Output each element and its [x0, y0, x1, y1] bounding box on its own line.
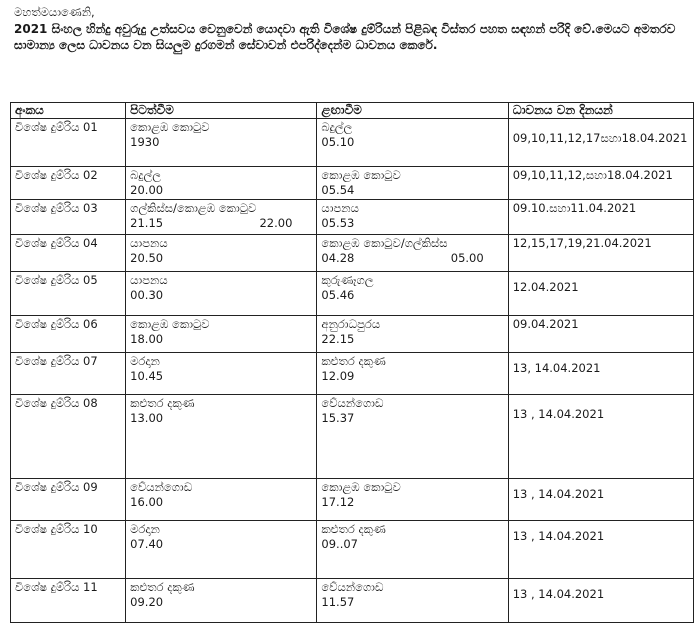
- arrival-cell: [317, 353, 508, 395]
- table-row: [11, 479, 694, 521]
- departure-station: බදුල්ල: [130, 168, 162, 182]
- departure-cell: [126, 479, 317, 521]
- train-number: විශේෂ දුම්රිය 07: [11, 353, 126, 395]
- arrival-station: කොළඹ කොටුව/ගල්කිස්ස: [321, 236, 448, 250]
- departure-cell: [126, 200, 317, 235]
- arrival-time: 11.57: [321, 595, 355, 609]
- departure-time: 20.00: [130, 183, 164, 197]
- departure-time-second: 22.00: [259, 216, 293, 230]
- header-running-days: ධාවනය වන දිනයන්: [508, 103, 693, 119]
- departure-time: 1930: [130, 135, 160, 149]
- running-days: 13 , 14.04.2021: [508, 395, 693, 479]
- arrival-cell: [317, 316, 508, 353]
- table-row: [11, 316, 694, 353]
- arrival-time: 17.12: [321, 495, 355, 509]
- departure-time: 16.00: [130, 495, 164, 509]
- arrival-station: කළුතර දකුණ: [321, 354, 386, 368]
- departure-time: 21.15: [130, 216, 164, 230]
- arrival-time: 22.15: [321, 332, 355, 346]
- arrival-cell: [317, 521, 508, 579]
- arrival-times: [321, 251, 503, 265]
- table-header-row: [11, 103, 694, 119]
- greeting: මහත්මයාණෙනි,: [14, 5, 95, 19]
- running-days: 13 , 14.04.2021: [508, 479, 693, 521]
- train-number: විශේෂ දුම්රිය 10: [11, 521, 126, 579]
- train-number: විශේෂ දුම්රිය 06: [11, 316, 126, 353]
- departure-cell: [126, 353, 317, 395]
- train-number: විශේෂ දුම්රිය 01: [11, 119, 126, 167]
- arrival-time: 05.46: [321, 288, 355, 302]
- arrival-station: කොළඹ කොටුව: [321, 168, 401, 182]
- arrival-time: 15.37: [321, 411, 355, 425]
- departure-time: 07.40: [130, 537, 164, 551]
- departure-station: කළුතර දකුණ: [130, 580, 195, 594]
- header-departure: පිටත්වීම: [126, 103, 317, 119]
- train-number: විශේෂ දුම්රිය 05: [11, 272, 126, 316]
- departure-station: කොළඹ කොටුව: [130, 317, 210, 331]
- departure-time: 20.50: [130, 251, 164, 265]
- running-days: 09,10,11,12,සහා18.04.2021: [508, 167, 693, 200]
- train-number: විශේෂ දුම්රිය 02: [11, 167, 126, 200]
- departure-cell: [126, 119, 317, 167]
- header-arrival: ළඟාවීම: [317, 103, 508, 119]
- arrival-time: 05.53: [321, 216, 355, 230]
- running-days: 12.04.2021: [508, 272, 693, 316]
- train-number: විශේෂ දුම්රිය 04: [11, 235, 126, 272]
- arrival-station: බදුල්ල: [321, 120, 353, 134]
- arrival-cell: [317, 579, 508, 623]
- train-number: විශේෂ දුම්රිය 08: [11, 395, 126, 479]
- departure-time: 00.30: [130, 288, 164, 302]
- arrival-station: කොළඹ කොටුව: [321, 480, 401, 494]
- departure-station: යාපනය: [130, 273, 168, 287]
- arrival-cell: [317, 167, 508, 200]
- running-days: 12,15,17,19,21.04.2021: [508, 235, 693, 272]
- departure-cell: [126, 272, 317, 316]
- arrival-station: කුරුණෑගල: [321, 273, 374, 287]
- departure-time: 10.45: [130, 369, 164, 383]
- departure-cell: [126, 579, 317, 623]
- departure-cell: [126, 316, 317, 353]
- notice-intro: [14, 4, 694, 53]
- departure-time: 18.00: [130, 332, 164, 346]
- arrival-cell: [317, 479, 508, 521]
- departure-station: වේයන්ගොඩ: [130, 480, 193, 494]
- table-row: [11, 272, 694, 316]
- running-days: 13, 14.04.2021: [508, 353, 693, 395]
- arrival-time: 12.09: [321, 369, 355, 383]
- table-row: [11, 353, 694, 395]
- arrival-time: 05.54: [321, 183, 355, 197]
- arrival-time-second: 05.00: [450, 251, 484, 265]
- train-number: විශේෂ දුම්රිය 03: [11, 200, 126, 235]
- departure-station: මරදාන: [130, 354, 160, 368]
- table-row: [11, 167, 694, 200]
- arrival-time: 05.10: [321, 135, 355, 149]
- header-number: අංකය: [11, 103, 126, 119]
- arrival-station: වේයන්ගොඩ: [321, 396, 384, 410]
- arrival-cell: [317, 395, 508, 479]
- departure-time: 09.20: [130, 595, 164, 609]
- departure-cell: [126, 521, 317, 579]
- table-row: [11, 200, 694, 235]
- arrival-cell: [317, 235, 508, 272]
- train-number: විශේෂ දුම්රිය 11: [11, 579, 126, 623]
- arrival-cell: [317, 272, 508, 316]
- running-days: 13 , 14.04.2021: [508, 521, 693, 579]
- train-schedule-table: [10, 102, 694, 623]
- table-row: [11, 395, 694, 479]
- train-number: විශේෂ දුම්රිය 09: [11, 479, 126, 521]
- table-row: [11, 579, 694, 623]
- departure-station: කොළඹ කොටුව: [130, 120, 210, 134]
- departure-station: මරදාන: [130, 522, 160, 536]
- arrival-time: 04.28: [321, 251, 355, 265]
- running-days: 09,10,11,12,17සහා18.04.2021: [508, 119, 693, 167]
- table-row: [11, 521, 694, 579]
- departure-time: 13.00: [130, 411, 164, 425]
- departure-station: යාපනය: [130, 236, 168, 250]
- departure-cell: [126, 395, 317, 479]
- arrival-cell: [317, 200, 508, 235]
- departure-station: ගල්කිස්ස/කොළඹ කොටුව: [130, 201, 257, 215]
- departure-cell: [126, 167, 317, 200]
- running-days: 09.10.සහා11.04.2021: [508, 200, 693, 235]
- table-row: [11, 119, 694, 167]
- arrival-station: අනුරාධපුරය: [321, 317, 381, 331]
- running-days: 13 , 14.04.2021: [508, 579, 693, 623]
- running-days: 09.04.2021: [508, 316, 693, 353]
- notice-paragraph: 2021 සිංහල හින්දු අවුරුදු උත්සවය වෙනුවෙන් යොදවා ඇති විශේෂ දුම්රියන් පිළිබඳ විස්තර පහත සඳහන් පරිදි වේ.මෙයට අමතරව සාමාන්‍ය ලෙස ධාවනය වන සියලුම දුරගමන් සේවාවන් එපරිද්දෙන්ම ධාවනය කෙරේ.: [14, 22, 676, 52]
- departure-station: කළුතර දකුණ: [130, 396, 195, 410]
- arrival-station: කළුතර දකුණ: [321, 522, 386, 536]
- table-row: [11, 235, 694, 272]
- arrival-time: 09..07: [321, 537, 358, 551]
- departure-times: [130, 216, 312, 230]
- departure-cell: [126, 235, 317, 272]
- arrival-station: යාපනය: [321, 201, 359, 215]
- arrival-cell: [317, 119, 508, 167]
- arrival-station: වේයන්ගොඩ: [321, 580, 384, 594]
